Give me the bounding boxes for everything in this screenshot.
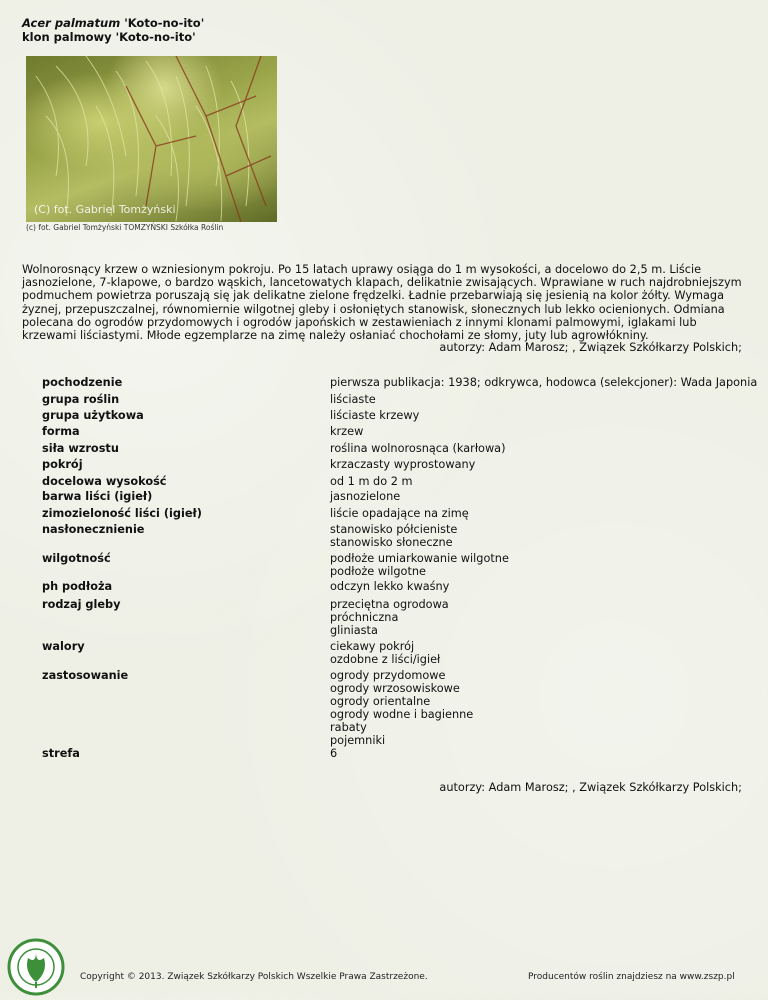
attribute-value: przeciętna ogrodowa [330,598,449,611]
plant-title [22,16,204,44]
plant-latin-name: Acer palmatum 'Koto-no-ito' [22,16,205,30]
attribute-value: od 1 m do 2 m [330,475,413,488]
attribute-label: ph podłoża [42,580,113,593]
plant-photo [26,56,277,222]
attribute-label: grupa użytkowa [42,409,144,422]
attribute-value: krzew [330,425,364,438]
attribute-label: rodzaj gleby [42,598,121,611]
attribute-value: odczyn lekko kwaśny [330,580,450,593]
attribute-value: ogrody przydomowe [330,669,446,682]
attribute-value: ozdobne z liści/igieł [330,653,441,666]
attribute-value: ogrody orientalne [330,695,431,708]
attribute-values [330,580,449,593]
attribute-label: siła wzrostu [42,442,119,455]
attribute-value: liściaste [330,393,376,406]
attribute-value: pierwsza publikacja: 1938; odkrywca, hodowca (selekcjoner): Wada Japonia [330,376,758,389]
zszp-logo [6,938,68,1000]
attribute-label: grupa roślin [42,393,120,406]
attribute-value: podłoże umiarkowanie wilgotne [330,552,509,565]
footer-producers-link[interactable]: Producentów roślin znajdziesz na www.zszp.pl [528,972,735,982]
plant-description: Wolnorosnący krzew o wzniesionym pokroju. Po 15 latach uprawy osiąga do 1 m wysokości, a docelowo do 2,5 m. Liście jasnozielone, 7-klapowe, o bardzo wąskich, lancetowatych klapach, delikatnie zwisających. Wprawiane w ruch najdrobniejszym podmuchem powietrza poruszają się jak delikatne zielone frędzelki. Ładnie przebarwiają się jesienią na kolor żółty. Wymaga żyznej, przepuszczalnej, równomiernie wilgotnej gleby i osłoniętych stanowisk, słonecznych lub lekko ocienionych. Odmiana polecana do ogrodów przydomowych i ogrodów japońskich w zestawieniach z innymi klonami palmowymi, iglakami lub krzewami liściastymi. Młode egzemplarze na zimę należy osłaniać chochołami ze słomy, juty lub agrowłókniny. [22,263,742,343]
attribute-value: stanowisko półcieniste [330,523,458,536]
attribute-values [330,425,363,438]
footer-copyright: Copyright © 2013. Związek Szkółkarzy Polskich Wszelkie Prawa Zastrzeżone. [80,972,428,982]
attribute-values [330,490,400,503]
attribute-value: liściaste krzewy [330,409,420,422]
attribute-values [330,393,376,406]
attribute-value: jasnozielone [330,490,401,503]
attribute-values [330,442,506,455]
attribute-values [330,552,509,578]
attribute-values [330,747,337,760]
attribute-values [330,669,473,747]
attribute-values [330,640,440,666]
attribute-values [330,458,475,471]
attribute-label: docelowa wysokość [42,475,167,488]
attribute-value: ogrody wodne i bagienne [330,708,474,721]
photo-watermark: (C) fot. Gabriel Tomżyński [34,203,176,216]
attribute-value: ogrody wrzosowiskowe [330,682,460,695]
attribute-label: pokrój [42,458,83,471]
attribute-value: rabaty [330,721,367,734]
attribute-values [330,507,469,520]
attribute-label: wilgotność [42,552,111,565]
attribute-label: nasłonecznienie [42,523,145,536]
attribute-value: roślina wolnorosnąca (karłowa) [330,442,506,455]
attribute-value: krzaczasty wyprostowany [330,458,476,471]
attribute-value: gliniasta [330,624,378,637]
attribute-value: liście opadające na zimę [330,507,469,520]
attribute-label: barwa liści (igieł) [42,490,153,503]
attribute-value: ciekawy pokrój [330,640,415,653]
photo-credit: (c) fot. Gabriel Tomżyński TOMZYŃSKI Szkółka Roślin [26,223,224,232]
attribute-values [330,598,449,637]
attribute-label: walory [42,640,85,653]
attribute-label: zimozieloność liści (igieł) [42,507,202,520]
attribute-label: pochodzenie [42,376,123,389]
attribute-values [330,475,413,488]
plant-polish-name: klon palmowy 'Koto-no-ito' [22,30,196,44]
authors-top: autorzy: Adam Marosz; , Związek Szkółkarzy Polskich; [439,341,742,354]
attribute-label: forma [42,425,80,438]
attribute-value: próchniczna [330,611,399,624]
attribute-label: strefa [42,747,80,760]
attribute-label: zastosowanie [42,669,129,682]
attribute-value: stanowisko słoneczne [330,536,453,549]
attribute-values [330,523,457,549]
attribute-value: podłoże wilgotne [330,565,426,578]
attribute-value: 6 [330,747,338,760]
attribute-value: pojemniki [330,734,386,747]
attribute-values [330,409,419,422]
foliage-illustration [26,56,277,222]
authors-bottom: autorzy: Adam Marosz; , Związek Szkółkarzy Polskich; [439,781,742,794]
attribute-values [330,376,757,389]
